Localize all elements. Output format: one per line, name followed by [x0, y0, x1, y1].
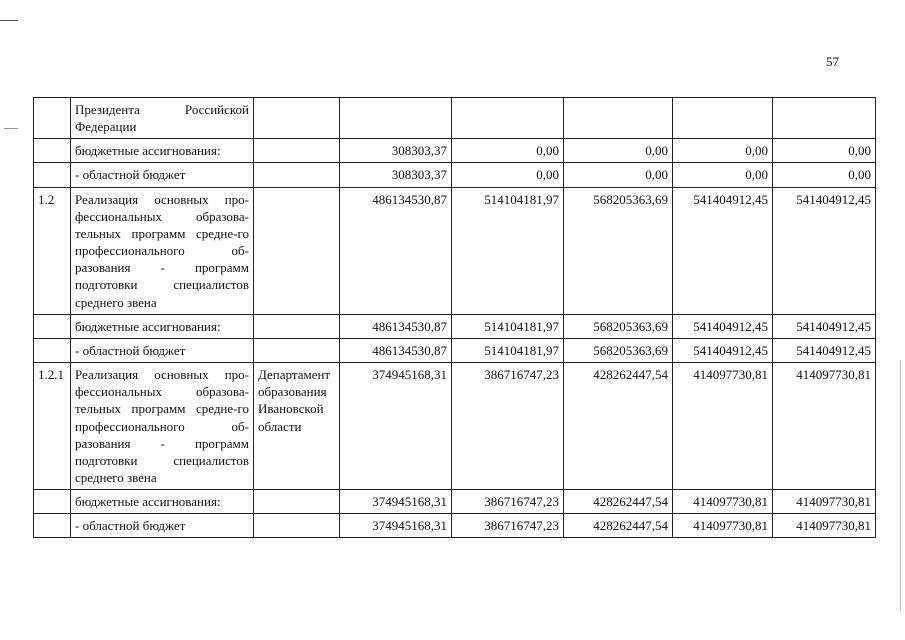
row-value-2: 0,00 [452, 163, 564, 187]
row-value-4: 414097730,81 [673, 363, 773, 490]
row-value-5: 414097730,81 [773, 363, 876, 490]
row-value-1: 374945168,31 [340, 514, 452, 538]
row-name: - областной бюджет [71, 514, 254, 538]
row-value-3: 428262447,54 [564, 514, 673, 538]
row-value-3 [564, 98, 673, 139]
row-value-2: 514104181,97 [452, 338, 564, 362]
table-row [34, 98, 876, 139]
row-value-4: 0,00 [673, 139, 773, 163]
row-value-1: 486134530,87 [340, 187, 452, 314]
row-value-3: 568205363,69 [564, 314, 673, 338]
row-department [254, 490, 340, 514]
table-row [34, 514, 876, 538]
row-name: - областной бюджет [71, 338, 254, 362]
row-department: Департамент образования Ивановской области [254, 363, 340, 490]
table-row [34, 338, 876, 362]
row-value-4: 414097730,81 [673, 514, 773, 538]
row-code [34, 163, 71, 187]
row-value-2: 386716747,23 [452, 514, 564, 538]
row-value-5: 541404912,45 [773, 187, 876, 314]
row-value-5: 414097730,81 [773, 514, 876, 538]
row-value-5 [773, 98, 876, 139]
row-value-1: 374945168,31 [340, 363, 452, 490]
row-name: - областной бюджет [71, 163, 254, 187]
row-value-5: 541404912,45 [773, 314, 876, 338]
row-code [34, 139, 71, 163]
row-value-2: 0,00 [452, 139, 564, 163]
row-department [254, 514, 340, 538]
row-value-3: 568205363,69 [564, 338, 673, 362]
row-value-5: 414097730,81 [773, 490, 876, 514]
scan-edge-right [900, 360, 901, 610]
row-value-3: 428262447,54 [564, 363, 673, 490]
table-row [34, 139, 876, 163]
row-name: бюджетные ассигнования: [71, 314, 254, 338]
row-value-5: 541404912,45 [773, 338, 876, 362]
table-body [34, 98, 876, 538]
page-number: 57 [826, 54, 839, 69]
row-value-3: 0,00 [564, 163, 673, 187]
row-department [254, 338, 340, 362]
row-value-2: 514104181,97 [452, 314, 564, 338]
table-row [34, 163, 876, 187]
row-code [34, 490, 71, 514]
row-name: Президента Российской Федерации [71, 98, 254, 139]
table-row [34, 187, 876, 314]
row-value-1: 486134530,87 [340, 338, 452, 362]
scan-mark-top-left [0, 20, 18, 21]
row-value-1: 374945168,31 [340, 490, 452, 514]
row-department [254, 139, 340, 163]
row-value-1 [340, 98, 452, 139]
row-name: Реализация основных про-фессиональных образова-тельных программ средне-го профессионального об-разования - программ подготовки специалистов среднего звена [71, 363, 254, 490]
row-code [34, 314, 71, 338]
row-value-1: 486134530,87 [340, 314, 452, 338]
row-department [254, 187, 340, 314]
row-value-2: 514104181,97 [452, 187, 564, 314]
row-code [34, 514, 71, 538]
row-department [254, 163, 340, 187]
row-value-3: 0,00 [564, 139, 673, 163]
row-value-5: 0,00 [773, 139, 876, 163]
row-value-4: 541404912,45 [673, 338, 773, 362]
row-value-4: 541404912,45 [673, 314, 773, 338]
table-row [34, 363, 876, 490]
row-value-5: 0,00 [773, 163, 876, 187]
row-department [254, 314, 340, 338]
row-value-3: 568205363,69 [564, 187, 673, 314]
row-value-4: 0,00 [673, 163, 773, 187]
row-code [34, 98, 71, 139]
row-value-4: 414097730,81 [673, 490, 773, 514]
row-value-2 [452, 98, 564, 139]
row-code: 1.2.1 [34, 363, 71, 490]
row-value-3: 428262447,54 [564, 490, 673, 514]
row-value-2: 386716747,23 [452, 363, 564, 490]
row-value-4: 541404912,45 [673, 187, 773, 314]
row-code [34, 338, 71, 362]
row-value-2: 386716747,23 [452, 490, 564, 514]
row-name: Реализация основных про-фессиональных образова-тельных программ средне-го профессионального об-разования - программ подготовки специалистов среднего звена [71, 187, 254, 314]
budget-table [33, 97, 876, 538]
row-name: бюджетные ассигнования: [71, 139, 254, 163]
row-value-1: 308303,37 [340, 139, 452, 163]
row-value-4 [673, 98, 773, 139]
table-row [34, 490, 876, 514]
row-value-1: 308303,37 [340, 163, 452, 187]
scan-mark-left [4, 128, 18, 129]
row-name: бюджетные ассигнования: [71, 490, 254, 514]
table-row [34, 314, 876, 338]
row-code: 1.2 [34, 187, 71, 314]
row-department [254, 98, 340, 139]
